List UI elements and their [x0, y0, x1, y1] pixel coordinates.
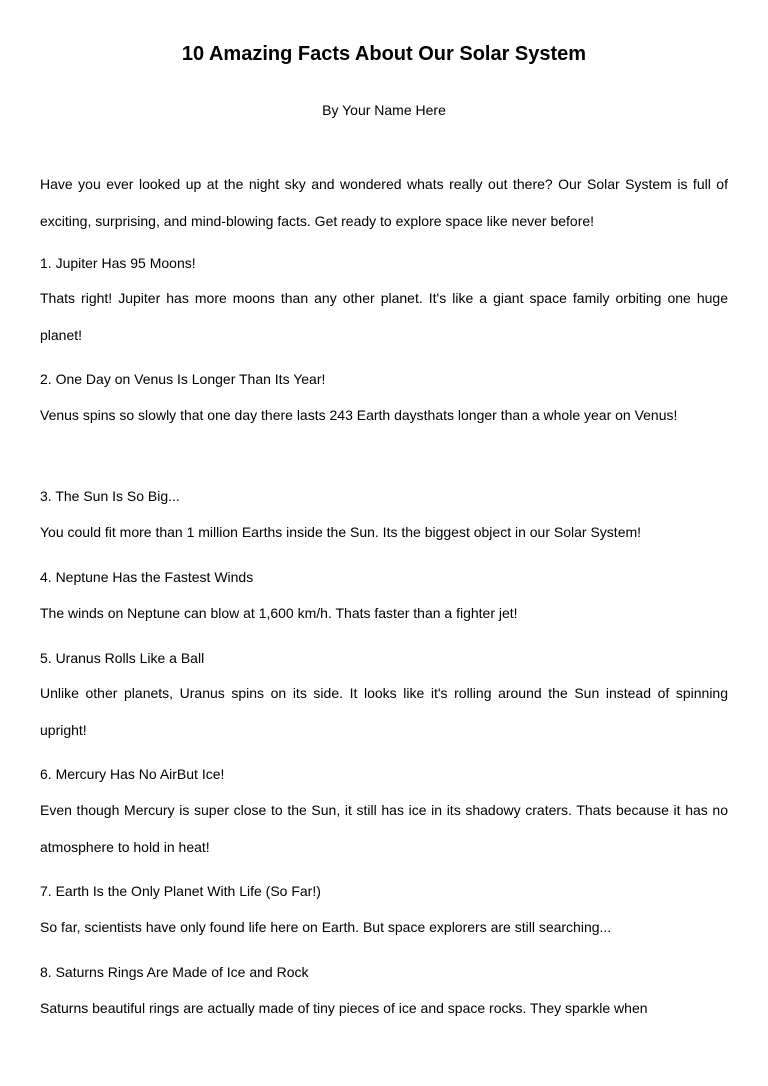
intro-paragraph: Have you ever looked up at the night sky and wondered whats really out there? Our Solar System is full of exciting, surprising, and mind-blowing facts. Get ready to explore space like never before!: [40, 176, 728, 229]
fact-text-4: The winds on Neptune can blow at 1,600 km/h. Thats faster than a fighter jet!: [40, 605, 518, 621]
fact-text-2: Venus spins so slowly that one day there lasts 243 Earth daysthats longer than a whole year on Venus!: [40, 407, 678, 423]
fact-text-6: Even though Mercury is super close to the Sun, it still has ice in its shadowy craters. Thats because it has no atmosphere to hold in heat!: [40, 802, 728, 855]
fact-heading-4: 4. Neptune Has the Fastest Winds: [40, 569, 254, 585]
author-byline: By Your Name Here: [322, 102, 446, 118]
page-title: 10 Amazing Facts About Our Solar System: [181, 43, 587, 65]
fact-heading-5: 5. Uranus Rolls Like a Ball: [40, 650, 205, 666]
fact-heading-8: 8. Saturns Rings Are Made of Ice and Rock: [40, 964, 309, 980]
fact-heading-2: 2. One Day on Venus Is Longer Than Its Year!: [40, 371, 326, 387]
fact-text-1: Thats right! Jupiter has more moons than any other planet. It's like a giant space family orbiting one huge planet!: [40, 290, 728, 343]
fact-text-5: Unlike other planets, Uranus spins on its side. It looks like it's rolling around the Sun instead of spinning upright!: [40, 685, 728, 738]
fact-heading-1: 1. Jupiter Has 95 Moons!: [40, 255, 196, 271]
fact-text-3: You could fit more than 1 million Earths inside the Sun. Its the biggest object in our Solar System!: [40, 524, 642, 540]
fact-heading-6: 6. Mercury Has No AirBut Ice!: [40, 766, 225, 782]
fact-heading-3: 3. The Sun Is So Big...: [40, 488, 180, 504]
fact-text-8: Saturns beautiful rings are actually made of tiny pieces of ice and space rocks. They sparkle when: [40, 1000, 648, 1016]
fact-heading-7: 7. Earth Is the Only Planet With Life (So Far!): [40, 883, 321, 899]
fact-text-7: So far, scientists have only found life here on Earth. But space explorers are still searching...: [40, 919, 612, 935]
